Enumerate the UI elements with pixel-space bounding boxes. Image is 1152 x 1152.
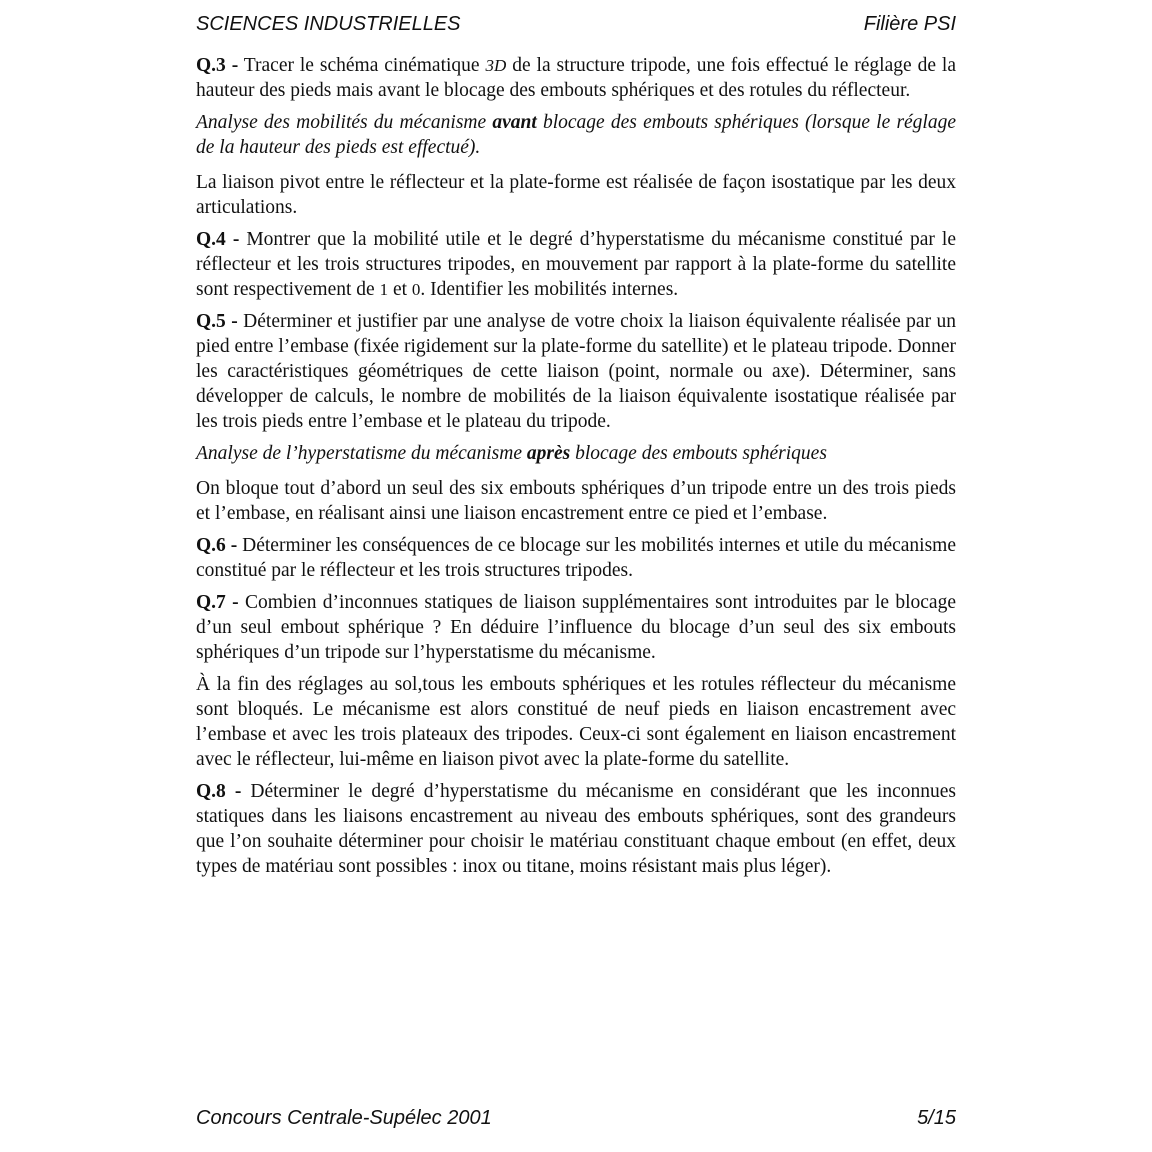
analysis-heading-mobility: Analyse des mobilités du mécanisme avant blocage des embouts sphériques (lorsque le réglage de la hauteur des pieds est effectué). bbox=[196, 112, 957, 158]
value-mobility: 1 bbox=[379, 280, 389, 299]
question-8 bbox=[196, 779, 956, 879]
page-content bbox=[196, 53, 956, 886]
paragraph-blocking: On bloque tout d’abord un seul des six embouts sphériques d’un tripode entre un des trois pieds et l’embase, en réalisant ainsi une liaison encastrement entre ce pied et l’embase. bbox=[196, 478, 956, 524]
question-number: Q.5 - bbox=[196, 311, 238, 332]
page-footer bbox=[196, 1106, 956, 1130]
paragraph-final-settings: À la fin des réglages au sol,tous les embouts sphériques et les rotules réflecteur du mécanisme sont bloqués. Le mécanisme est alors constitué de neuf pieds en liaison encastrement avec l’embase et avec les trois plateaux des tripodes. Ceux-ci sont également en liaison encastrement avec le réflecteur, lui-même en liaison pivot avec la plate-forme du satellite. bbox=[196, 674, 956, 770]
document-page bbox=[196, 0, 956, 1152]
question-text: Déterminer les conséquences de ce blocage sur les mobilités internes et utile du mécanisme constitué par le réflecteur et les trois structures tripodes. bbox=[196, 535, 956, 581]
question-4: Q.4 - Montrer que la mobilité utile et le degré d’hyperstatisme du mécanisme constitué par le réflecteur et les trois structures tripodes, en mouvement par rapport à la plate-forme du satellite sont respectivement de 1 et 0. Identifier les mobilités internes. bbox=[196, 229, 956, 300]
emphasis-avant: avant bbox=[492, 112, 537, 133]
page-number: 5/15 bbox=[917, 1107, 956, 1129]
header-track: Filière PSI bbox=[863, 13, 956, 35]
question-text: . Identifier les mobilités internes. bbox=[420, 279, 679, 300]
question-number: Q.7 - bbox=[196, 592, 239, 613]
question-text: Déterminer le degré d’hyperstatisme du mécanisme en considérant que les inconnues statiques dans les liaisons encastrement au niveau des embouts sphériques, sont des grandeurs que l’on souhaite déterminer pour choisir le matériau constituant chaque embout (en effet, deux types de matériau sont possibles : inox ou titane, moins résistant mais plus léger). bbox=[196, 781, 956, 877]
question-text: Combien d’inconnues statiques de liaison supplémentaires sont introduites par le blocage d’un seul embout sphérique ? En déduire l’influence du blocage d’un seul des six embouts sphériques d’un tripode sur l’hyperstatisme du mécanisme. bbox=[196, 592, 956, 663]
paragraph-pivot: La liaison pivot entre le réflecteur et la plate-forme est réalisée de façon isostatique par les deux articulations. bbox=[196, 172, 956, 218]
analysis-heading-hyperstatism: Analyse de l’hyperstatisme du mécanisme après blocage des embouts sphériques bbox=[196, 443, 827, 464]
value-hyperstatism: 0 bbox=[411, 280, 421, 299]
question-text: de la structure tripode, une fois effectué le réglage de la hauteur des pieds mais avant le blocage des embouts sphériques et des rotules du réflecteur. bbox=[196, 55, 956, 101]
header-subject: SCIENCES INDUSTRIELLES bbox=[196, 13, 461, 35]
question-number: Q.4 - bbox=[196, 229, 240, 250]
emphasis-apres: après bbox=[526, 443, 571, 464]
page-header bbox=[196, 12, 956, 36]
footer-exam: Concours Centrale-Supélec 2001 bbox=[196, 1107, 492, 1129]
question-text: Déterminer et justifier par une analyse de votre choix la liaison équivalente réalisée par un pied entre l’embase (fixée rigidement sur la plate-forme du satellite) et le plateau tripode. Donner les caractéristiques géométriques de cette liaison (point, normale ou axe). Déterminer, sans développer de calculs, le nombre de mobilités de la liaison équivalente isostatique réalisée par les trois pieds entre l’embase et le plateau du tripode. bbox=[196, 311, 956, 432]
question-number: Q.6 - bbox=[196, 535, 238, 556]
question-5 bbox=[196, 309, 956, 434]
question-7 bbox=[196, 590, 956, 665]
question-text: Tracer le schéma cinématique bbox=[238, 55, 486, 76]
question-number: Q.8 - bbox=[196, 781, 242, 802]
question-text: Montrer que la mobilité utile et le degré d’hyperstatisme du mécanisme constitué par le réflecteur et les trois structures tripodes, en mouvement par rapport à la plate-forme du satellite sont respectivement de bbox=[196, 229, 956, 300]
question-number: Q.3 - bbox=[196, 55, 239, 76]
math-3d: 3D bbox=[485, 56, 507, 75]
question-3 bbox=[196, 53, 956, 103]
question-6 bbox=[196, 533, 956, 583]
